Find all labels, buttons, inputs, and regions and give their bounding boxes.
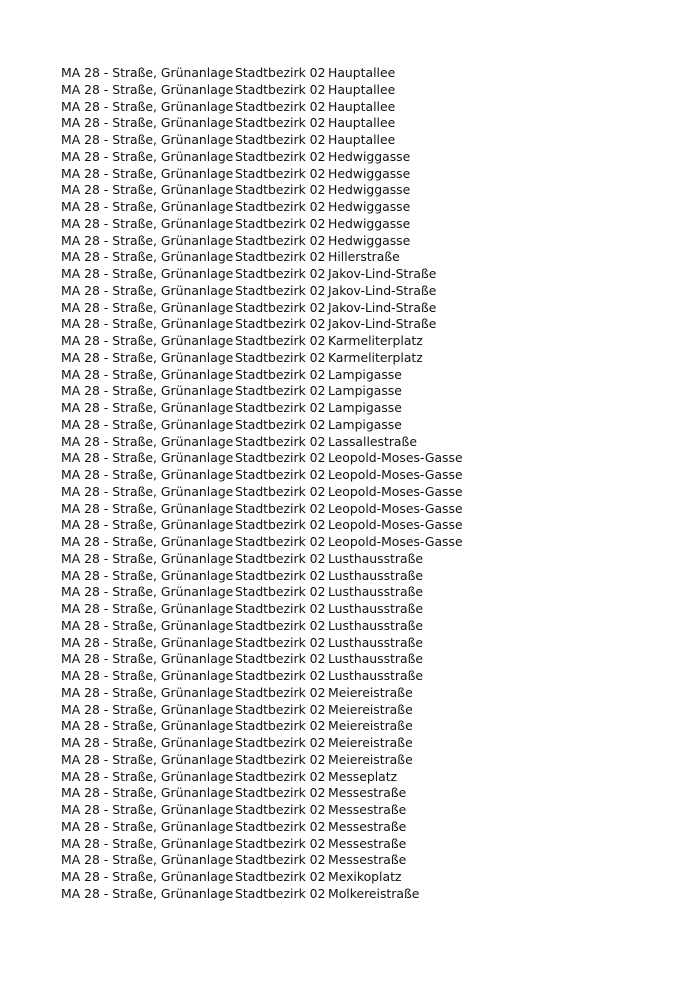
district-cell: Stadtbezirk 02 (235, 266, 326, 281)
district-cell: Stadtbezirk 02 (235, 433, 326, 449)
district-cell: Stadtbezirk 02 (235, 249, 326, 265)
department-cell: MA 28 - Straße, Grünanlage (61, 684, 234, 700)
department-cell: MA 28 - Straße, Grünanlage (61, 852, 234, 868)
street-cell: Lusthausstraße (328, 634, 424, 650)
department-cell: MA 28 - Straße, Grünanlage (61, 567, 234, 583)
department-cell: MA 28 - Straße, Grünanlage (61, 450, 234, 466)
district-cell: Stadtbezirk 02 (235, 232, 326, 248)
department-cell: MA 28 - Straße, Grünanlage (61, 768, 234, 784)
department-cell: MA 28 - Straße, Grünanlage (61, 215, 234, 231)
department-cell: MA 28 - Straße, Grünanlage (61, 483, 234, 499)
department-cell: MA 28 - Straße, Grünanlage (61, 500, 234, 516)
street-cell: Leopold-Moses-Gasse (328, 517, 463, 533)
district-cell: Stadtbezirk 02 (235, 835, 326, 851)
street-cell: Meiereistraße (328, 701, 413, 717)
street-cell: Hauptallee (328, 65, 396, 80)
department-cell: MA 28 - Straße, Grünanlage (61, 366, 234, 382)
department-cell: MA 28 - Straße, Grünanlage (61, 651, 234, 667)
district-cell: Stadtbezirk 02 (235, 718, 326, 734)
street-cell: Messestraße (328, 818, 407, 834)
district-cell: Stadtbezirk 02 (235, 349, 326, 365)
department-cell: MA 28 - Straße, Grünanlage (61, 785, 234, 801)
street-cell: Leopold-Moses-Gasse (328, 534, 463, 549)
department-cell: MA 28 - Straße, Grünanlage (61, 148, 234, 164)
district-cell: Stadtbezirk 02 (235, 383, 326, 399)
department-cell: MA 28 - Straße, Grünanlage (61, 266, 234, 281)
street-cell: Leopold-Moses-Gasse (328, 450, 463, 466)
street-cell: Leopold-Moses-Gasse (328, 467, 463, 482)
department-cell: MA 28 - Straße, Grünanlage (61, 701, 234, 717)
district-cell: Stadtbezirk 02 (235, 751, 326, 767)
department-cell: MA 28 - Straße, Grünanlage (61, 199, 234, 214)
street-cell: Messestraße (328, 785, 407, 801)
department-cell: MA 28 - Straße, Grünanlage (61, 132, 234, 147)
district-cell: Stadtbezirk 02 (235, 885, 326, 901)
department-cell: MA 28 - Straße, Grünanlage (61, 416, 234, 432)
department-cell: MA 28 - Straße, Grünanlage (61, 400, 234, 415)
street-cell: Lampigasse (328, 383, 402, 399)
street-cell: Lampigasse (328, 416, 402, 432)
street-cell: Jakov-Lind-Straße (328, 282, 437, 298)
street-cell: Lusthausstraße (328, 584, 424, 600)
street-cell: Lampigasse (328, 366, 402, 382)
street-cell: Messestraße (328, 852, 407, 868)
district-cell: Stadtbezirk 02 (235, 601, 326, 616)
district-cell: Stadtbezirk 02 (235, 634, 326, 650)
district-cell: Stadtbezirk 02 (235, 785, 326, 801)
street-cell: Jakov-Lind-Straße (328, 299, 437, 315)
department-cell: MA 28 - Straße, Grünanlage (61, 282, 234, 298)
district-cell: Stadtbezirk 02 (235, 483, 326, 499)
department-cell: MA 28 - Straße, Grünanlage (61, 835, 234, 851)
district-cell: Stadtbezirk 02 (235, 567, 326, 583)
district-cell: Stadtbezirk 02 (235, 852, 326, 868)
department-cell: MA 28 - Straße, Grünanlage (61, 534, 234, 549)
street-cell: Leopold-Moses-Gasse (328, 483, 463, 499)
department-cell: MA 28 - Straße, Grünanlage (61, 751, 234, 767)
department-cell: MA 28 - Straße, Grünanlage (61, 584, 234, 600)
department-cell: MA 28 - Straße, Grünanlage (61, 383, 234, 399)
department-cell: MA 28 - Straße, Grünanlage (61, 182, 234, 198)
department-cell: MA 28 - Straße, Grünanlage (61, 634, 234, 650)
street-cell: Hauptallee (328, 81, 396, 97)
department-cell: MA 28 - Straße, Grünanlage (61, 249, 234, 265)
street-cell: Meiereistraße (328, 751, 413, 767)
department-cell: MA 28 - Straße, Grünanlage (61, 65, 234, 80)
street-cell: Hedwiggasse (328, 199, 411, 214)
department-cell: MA 28 - Straße, Grünanlage (61, 333, 234, 348)
district-cell: Stadtbezirk 02 (235, 416, 326, 432)
district-cell: Stadtbezirk 02 (235, 517, 326, 533)
street-cell: Messestraße (328, 802, 407, 817)
department-cell: MA 28 - Straße, Grünanlage (61, 165, 234, 181)
street-cell: Hauptallee (328, 115, 396, 131)
department-cell: MA 28 - Straße, Grünanlage (61, 299, 234, 315)
department-cell: MA 28 - Straße, Grünanlage (61, 81, 234, 97)
street-cell: Hedwiggasse (328, 148, 411, 164)
street-cell: Hedwiggasse (328, 232, 411, 248)
department-cell: MA 28 - Straße, Grünanlage (61, 617, 234, 633)
district-cell: Stadtbezirk 02 (235, 802, 326, 817)
district-cell: Stadtbezirk 02 (235, 333, 326, 348)
street-cell: Lusthausstraße (328, 550, 424, 566)
street-cell: Lampigasse (328, 400, 402, 415)
street-cell: Lassallestraße (328, 433, 417, 449)
department-cell: MA 28 - Straße, Grünanlage (61, 433, 234, 449)
district-cell: Stadtbezirk 02 (235, 148, 326, 164)
district-cell: Stadtbezirk 02 (235, 199, 326, 214)
street-cell: Karmeliterplatz (328, 349, 423, 365)
district-cell: Stadtbezirk 02 (235, 98, 326, 114)
department-cell: MA 28 - Straße, Grünanlage (61, 98, 234, 114)
street-cell: Hedwiggasse (328, 165, 411, 181)
street-cell: Jakov-Lind-Straße (328, 316, 437, 332)
street-cell: Lusthausstraße (328, 668, 424, 683)
street-cell: Karmeliterplatz (328, 333, 423, 348)
district-cell: Stadtbezirk 02 (235, 869, 326, 884)
street-cell: Meiereistraße (328, 735, 413, 750)
district-cell: Stadtbezirk 02 (235, 182, 326, 198)
district-cell: Stadtbezirk 02 (235, 81, 326, 97)
district-cell: Stadtbezirk 02 (235, 768, 326, 784)
department-cell: MA 28 - Straße, Grünanlage (61, 601, 234, 616)
department-cell: MA 28 - Straße, Grünanlage (61, 316, 234, 332)
department-cell: MA 28 - Straße, Grünanlage (61, 232, 234, 248)
street-cell: Lusthausstraße (328, 601, 424, 616)
street-cell: Molkereistraße (328, 885, 420, 901)
district-cell: Stadtbezirk 02 (235, 584, 326, 600)
street-cell: Meiereistraße (328, 718, 413, 734)
district-cell: Stadtbezirk 02 (235, 65, 326, 80)
district-cell: Stadtbezirk 02 (235, 818, 326, 834)
department-cell: MA 28 - Straße, Grünanlage (61, 802, 234, 817)
street-cell: Lusthausstraße (328, 567, 424, 583)
district-cell: Stadtbezirk 02 (235, 651, 326, 667)
district-cell: Stadtbezirk 02 (235, 735, 326, 750)
department-cell: MA 28 - Straße, Grünanlage (61, 115, 234, 131)
street-cell: Leopold-Moses-Gasse (328, 500, 463, 516)
district-cell: Stadtbezirk 02 (235, 165, 326, 181)
department-cell: MA 28 - Straße, Grünanlage (61, 349, 234, 365)
district-cell: Stadtbezirk 02 (235, 132, 326, 147)
street-cell: Lusthausstraße (328, 651, 424, 667)
district-cell: Stadtbezirk 02 (235, 668, 326, 683)
street-cell: Meiereistraße (328, 684, 413, 700)
street-cell: Jakov-Lind-Straße (328, 266, 437, 281)
department-cell: MA 28 - Straße, Grünanlage (61, 818, 234, 834)
department-cell: MA 28 - Straße, Grünanlage (61, 550, 234, 566)
district-cell: Stadtbezirk 02 (235, 450, 326, 466)
district-cell: Stadtbezirk 02 (235, 115, 326, 131)
district-cell: Stadtbezirk 02 (235, 282, 326, 298)
street-cell: Hedwiggasse (328, 182, 411, 198)
street-cell: Messeplatz (328, 768, 398, 784)
street-cell: Mexikoplatz (328, 869, 402, 884)
district-cell: Stadtbezirk 02 (235, 400, 326, 415)
department-cell: MA 28 - Straße, Grünanlage (61, 735, 234, 750)
street-cell: Hillerstraße (328, 249, 400, 265)
street-cell: Messestraße (328, 835, 407, 851)
department-cell: MA 28 - Straße, Grünanlage (61, 885, 234, 901)
district-cell: Stadtbezirk 02 (235, 617, 326, 633)
street-cell: Lusthausstraße (328, 617, 424, 633)
street-cell: Hauptallee (328, 98, 396, 114)
district-cell: Stadtbezirk 02 (235, 366, 326, 382)
district-cell: Stadtbezirk 02 (235, 215, 326, 231)
department-cell: MA 28 - Straße, Grünanlage (61, 869, 234, 884)
district-cell: Stadtbezirk 02 (235, 467, 326, 482)
district-cell: Stadtbezirk 02 (235, 550, 326, 566)
department-cell: MA 28 - Straße, Grünanlage (61, 467, 234, 482)
department-cell: MA 28 - Straße, Grünanlage (61, 517, 234, 533)
district-cell: Stadtbezirk 02 (235, 299, 326, 315)
department-cell: MA 28 - Straße, Grünanlage (61, 718, 234, 734)
district-cell: Stadtbezirk 02 (235, 701, 326, 717)
street-cell: Hedwiggasse (328, 215, 411, 231)
district-cell: Stadtbezirk 02 (235, 534, 326, 549)
district-cell: Stadtbezirk 02 (235, 684, 326, 700)
district-cell: Stadtbezirk 02 (235, 316, 326, 332)
department-cell: MA 28 - Straße, Grünanlage (61, 668, 234, 683)
district-cell: Stadtbezirk 02 (235, 500, 326, 516)
street-cell: Hauptallee (328, 132, 396, 147)
